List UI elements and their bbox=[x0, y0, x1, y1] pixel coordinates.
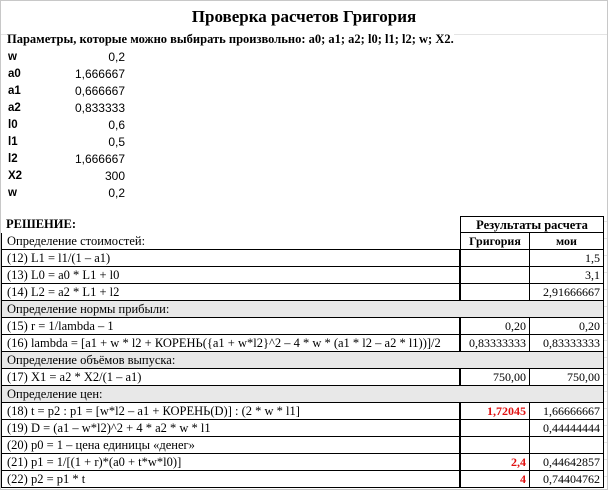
param-row bbox=[1, 117, 607, 134]
formula-label: (18) t = p2 : p1 = [w*l2 – a1 + КОРЕНЬ(D)] : (2 * w * l1] bbox=[1, 403, 460, 420]
formula-row bbox=[1, 369, 607, 386]
value-grigory[interactable]: 1,72045 bbox=[460, 403, 530, 420]
value-grigory[interactable]: 0,20 bbox=[460, 318, 530, 335]
param-row bbox=[1, 168, 607, 185]
param-row bbox=[1, 134, 607, 151]
param-row bbox=[1, 100, 607, 117]
param-value[interactable]: 300 bbox=[104, 169, 125, 183]
formula-row bbox=[1, 335, 607, 352]
formula-row bbox=[1, 267, 607, 284]
solution-header-row bbox=[1, 216, 607, 233]
formula-row bbox=[1, 471, 607, 488]
param-name: l2 bbox=[8, 153, 18, 165]
section-row bbox=[1, 352, 607, 369]
value-mine[interactable] bbox=[530, 437, 604, 454]
param-value[interactable]: 1,666667 bbox=[74, 152, 125, 166]
formula-row bbox=[1, 420, 607, 437]
formula-label: (13) L0 = a0 * L1 + l0 bbox=[1, 267, 460, 284]
section-label: Определение цен: bbox=[1, 386, 604, 403]
formula-label: (20) p0 = 1 – цена единицы «денег» bbox=[1, 437, 460, 454]
param-row bbox=[1, 185, 607, 202]
value-grigory[interactable] bbox=[460, 284, 530, 301]
columns-header-row bbox=[1, 233, 607, 250]
param-name: w bbox=[8, 51, 17, 63]
param-name: l1 bbox=[8, 136, 18, 148]
value-mine[interactable]: 2,91666667 bbox=[530, 284, 604, 301]
formula-row bbox=[1, 318, 607, 335]
param-value[interactable]: 0,833333 bbox=[74, 101, 125, 115]
value-grigory[interactable]: 0,83333333 bbox=[460, 335, 530, 352]
value-mine[interactable]: 0,83333333 bbox=[530, 335, 604, 352]
param-row bbox=[1, 83, 607, 100]
param-name: a2 bbox=[8, 102, 21, 114]
formula-label: (16) lambda = [a1 + w * l2 + КОРЕНЬ({a1 + w*l2}^2 – 4 * w * (a1 * l2 – a2 * l1))]/2 bbox=[1, 335, 460, 352]
formula-row bbox=[1, 284, 607, 301]
formula-label: (17) X1 = a2 * X2/(1 – a1) bbox=[1, 369, 460, 386]
formula-label: (22) p2 = p1 * t bbox=[1, 471, 460, 488]
formula-label: (12) L1 = l1/(1 – a1) bbox=[1, 250, 460, 267]
value-grigory[interactable] bbox=[460, 267, 530, 284]
param-value[interactable]: 0,6 bbox=[108, 118, 125, 132]
section-row bbox=[1, 301, 607, 318]
param-name: a0 bbox=[8, 68, 21, 80]
value-mine[interactable]: 1,66666667 bbox=[530, 403, 604, 420]
param-row bbox=[1, 49, 607, 66]
value-grigory[interactable]: 2,4 bbox=[460, 454, 530, 471]
value-grigory[interactable] bbox=[460, 420, 530, 437]
section-row bbox=[1, 386, 607, 403]
section-label: Определение нормы прибыли: bbox=[1, 301, 604, 318]
param-value[interactable]: 0,666667 bbox=[74, 84, 125, 98]
page-title: Проверка расчетов Григория bbox=[1, 7, 607, 29]
param-name: X2 bbox=[8, 170, 23, 182]
param-value[interactable]: 0,2 bbox=[108, 186, 125, 200]
value-grigory[interactable] bbox=[460, 437, 530, 454]
section-label: Определение объёмов выпуска: bbox=[1, 352, 604, 369]
value-mine[interactable]: 3,1 bbox=[530, 267, 604, 284]
param-value[interactable]: 0,5 bbox=[108, 135, 125, 149]
solution-heading: РЕШЕНИЕ: bbox=[1, 216, 460, 233]
value-mine[interactable]: 1,5 bbox=[530, 250, 604, 267]
param-value[interactable]: 1,666667 bbox=[74, 67, 125, 81]
value-mine[interactable]: 0,20 bbox=[530, 318, 604, 335]
formula-row bbox=[1, 437, 607, 454]
formula-label: (14) L2 = a2 * L1 + l2 bbox=[1, 284, 460, 301]
param-row bbox=[1, 151, 607, 168]
value-grigory[interactable]: 750,00 bbox=[460, 369, 530, 386]
value-mine[interactable]: 0,44642857 bbox=[530, 454, 604, 471]
value-mine[interactable]: 750,00 bbox=[530, 369, 604, 386]
param-value[interactable]: 0,2 bbox=[108, 50, 125, 64]
value-grigory[interactable]: 4 bbox=[460, 471, 530, 488]
param-name: a1 bbox=[8, 85, 21, 97]
params-description: Параметры, которые можно выбирать произвольно: a0; a1; a2; l0; l1; l2; w; X2. bbox=[7, 32, 454, 46]
value-mine[interactable]: 0,44444444 bbox=[530, 420, 604, 437]
results-title: Результаты расчета bbox=[460, 216, 604, 233]
col-header-mine: мои bbox=[530, 233, 604, 250]
formula-row bbox=[1, 454, 607, 471]
param-row bbox=[1, 66, 607, 83]
value-mine[interactable]: 0,74404762 bbox=[530, 471, 604, 488]
formula-label: (19) D = (a1 – w*l2)^2 + 4 * a2 * w * l1 bbox=[1, 420, 460, 437]
section-label: Определение стоимостей: bbox=[1, 233, 460, 250]
param-name: l0 bbox=[8, 119, 18, 131]
value-grigory[interactable] bbox=[460, 250, 530, 267]
formula-label: (15) r = 1/lambda – 1 bbox=[1, 318, 460, 335]
formula-row bbox=[1, 250, 607, 267]
formula-label: (21) p1 = 1/[(1 + r)*(a0 + t*w*l0)] bbox=[1, 454, 460, 471]
formula-row bbox=[1, 403, 607, 420]
param-name: w bbox=[8, 187, 17, 199]
col-header-grigory: Григория bbox=[460, 233, 530, 250]
